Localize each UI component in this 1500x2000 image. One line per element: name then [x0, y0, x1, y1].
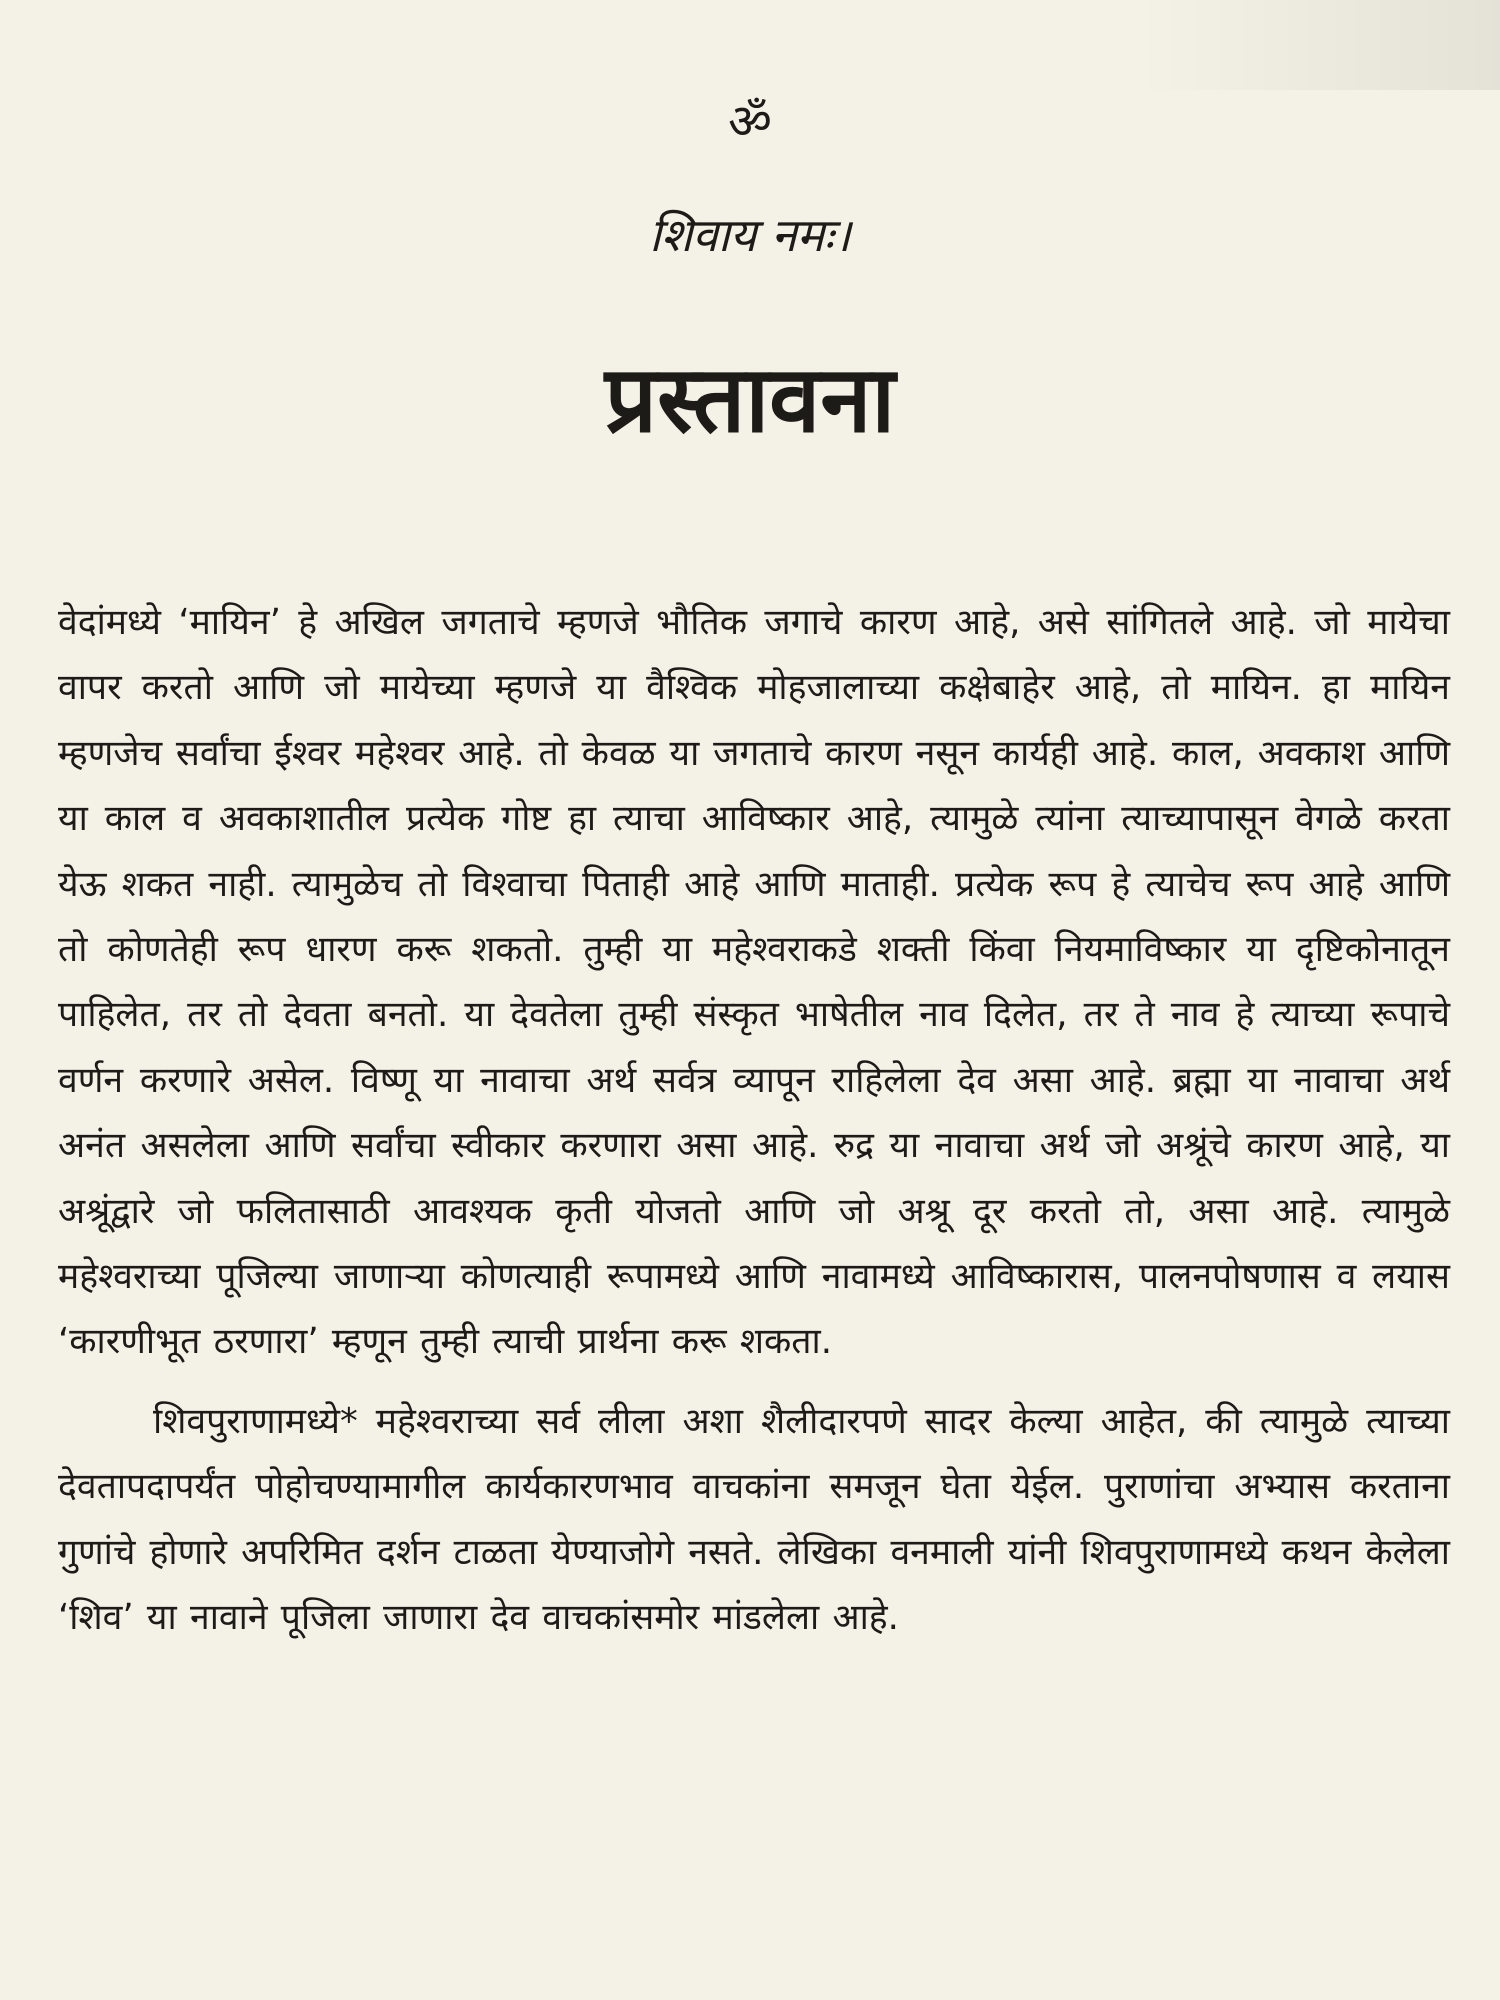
paragraph-2: शिवपुराणामध्ये* महेश्वराच्या सर्व लीला अशा शैलीदारपणे सादर केल्या आहेत, की त्यामुळे त्याच्या देवतापदापर्यंत पोहोचण्यामागील कार्यकारणभाव वाचकांना समजून घेता येईल. पुराणांचा अभ्यास करताना गुणांचे होणारे अपरिमित दर्शन टाळता येण्याजोगे नसते. लेखिका वनमाली यांनी शिवपुराणामध्ये कथन केलेला ‘शिव’ या नावाने पूजिला जाणारा देव वाचकांसमोर मांडलेला आहे.	[58, 1400, 1450, 1639]
page-title: प्रस्तावना	[604, 346, 896, 453]
paragraph-1: वेदांमध्ये ‘मायिन’ हे अखिल जगताचे म्हणजे भौतिक जगाचे कारण आहे, असे सांगितले आहे. जो मायेचा वापर करतो आणि जो मायेच्या म्हणजे या वैश्विक मोहजालाच्या कक्षेबाहेर आहे, तो मायिन. हा मायिन म्हणजेच सर्वांचा ईश्वर महेश्वर आहे. तो केवळ या जगताचे कारण नसून कार्यही आहे. काल, अवकाश आणि या काल व अवकाशातील प्रत्येक गोष्ट हा त्याचा आविष्कार आहे, त्यामुळे त्यांना त्याच्यापासून वेगळे करता येऊ शकत नाही. त्यामुळेच तो विश्वाचा पिताही आहे आणि माताही. प्रत्येक रूप हे त्याचेच रूप आहे आणि तो कोणतेही रूप धारण करू शकतो. तुम्ही या महेश्वराकडे शक्ती किंवा नियमाविष्कार या दृष्टिकोनातून पाहिलेत, तर तो देवता बनतो. या देवतेला तुम्ही संस्कृत भाषेतील नाव दिलेत, तर ते नाव हे त्याच्या रूपाचे वर्णन करणारे असेल. विष्णू या नावाचा अर्थ सर्वत्र व्यापून राहिलेला देव असा आहे. ब्रह्मा या नावाचा अर्थ अनंत असलेला आणि सर्वांचा स्वीकार करणारा असा आहे. रुद्र या नावाचा अर्थ जो अश्रूंचे कारण आहे, या अश्रूंद्वारे जो फलितासाठी आवश्यक कृती योजतो आणि जो अश्रू दूर करतो तो, असा आहे. त्यामुळे महेश्वराच्या पूजिल्या जाणाऱ्या कोणत्याही रूपामध्ये आणि नावामध्ये आविष्कारास, पालनपोषणास व लयास ‘कारणीभूत ठरणारा’ म्हणून तुम्ही त्याची प्रार्थना करू शकता.	[58, 602, 1450, 1363]
body-text	[58, 590, 1450, 1651]
show-through-shadow	[1140, 0, 1500, 90]
om-symbol: ॐ	[728, 94, 772, 150]
invocation-line: शिवाय नमः।	[649, 208, 851, 262]
